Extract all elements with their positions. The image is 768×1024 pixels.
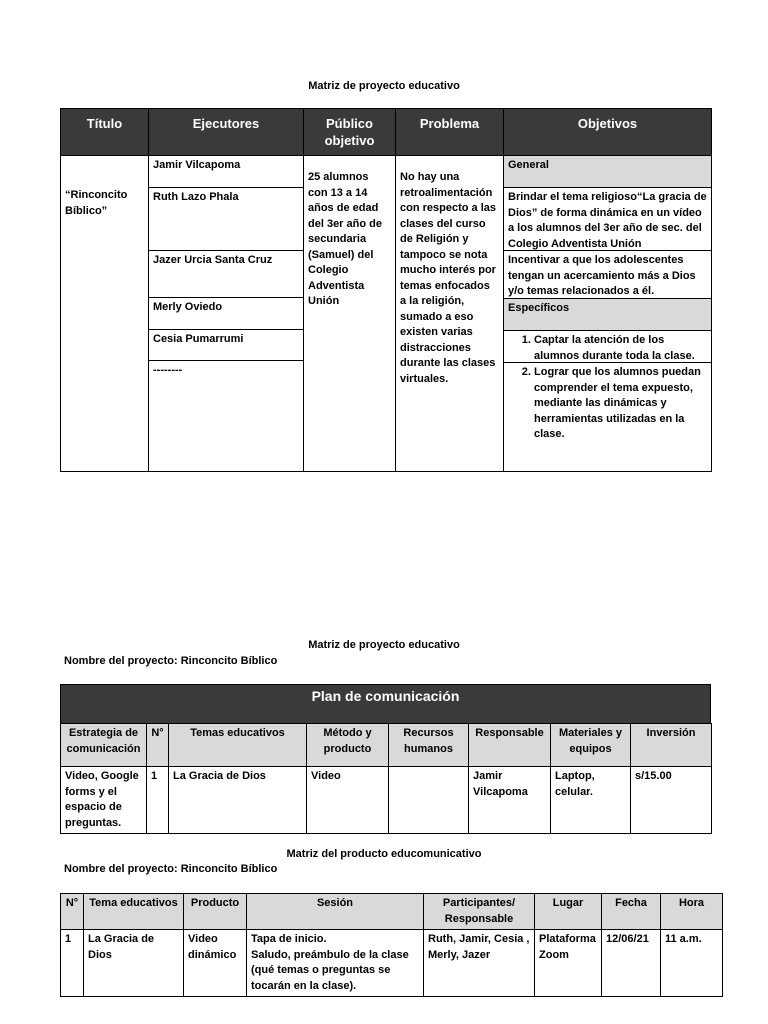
header-titulo: Título [61, 109, 149, 156]
ejecutores-cell [149, 156, 304, 472]
plan-header: Estrategia de comunicación [61, 724, 147, 767]
product-header: Producto [184, 894, 247, 930]
product-cell: 11 a.m. [661, 930, 723, 997]
plan-header: Responsable [469, 724, 551, 767]
header-ejecutores: Ejecutores [149, 109, 304, 156]
titulo-cell: “Rinconcito Bíblico” [61, 156, 149, 472]
product-cell: Ruth, Jamir, Cesia , Merly, Jazer [424, 930, 535, 997]
project-matrix-table [60, 108, 712, 472]
especifico-1 [504, 331, 711, 363]
table-row [61, 930, 723, 997]
product-header: Hora [661, 894, 723, 930]
especifico-item: 2. Lograr que los alumnos puedan comprender el tema expuesto, mediante las dinámicas y herramientas utilizadas en la clase. [534, 365, 707, 443]
product-header: Fecha [602, 894, 661, 930]
plan-cell: s/15.00 [631, 767, 712, 834]
header-objetivos: Objetivos [504, 109, 712, 156]
doc1-title: Matriz de proyecto educativo [308, 80, 460, 92]
product-header: Tema educativos [84, 894, 184, 930]
product-cell: 12/06/21 [602, 930, 661, 997]
plan-table [60, 723, 712, 834]
ejecutor-item: Merly Oviedo [149, 298, 303, 330]
plan-cell: Video [307, 767, 389, 834]
table-row [61, 767, 712, 834]
ejecutor-item: Ruth Lazo Phala [149, 188, 303, 251]
product-header: N° [61, 894, 84, 930]
product-header: Participantes/ Responsable [424, 894, 535, 930]
plan-cell: 1 [147, 767, 169, 834]
ejecutor-item: Cesia Pumarrumi [149, 330, 303, 361]
especifico-item: 1. Captar la atención de los alumnos durante toda la clase. [534, 333, 707, 364]
plan-title-bar [60, 684, 711, 724]
plan-header: Método y producto [307, 724, 389, 767]
general-objective-2: Incentivar a que los adolescentes tengan un acercamiento más a Dios y/o temas relacionados a él. [504, 251, 711, 299]
plan-cell: La Gracia de Dios [169, 767, 307, 834]
plan-header: N° [147, 724, 169, 767]
publico-cell: 25 alumnos con 13 a 14 años de edad del 3er año de secundaria (Samuel) del Colegio Adventista Unión [304, 156, 396, 472]
plan-header: Inversión [631, 724, 712, 767]
plan-header: Temas educativos [169, 724, 307, 767]
plan-cell: Jamir Vilcapoma [469, 767, 551, 834]
doc3-project-name: Nombre del proyecto: Rinconcito Bíblico [64, 863, 278, 875]
doc2-project-name: Nombre del proyecto: Rinconcito Bíblico [64, 655, 278, 667]
ejecutor-item: -------- [153, 364, 183, 376]
plan-cell: Video, Google forms y el espacio de preguntas. [61, 767, 147, 834]
doc2-title: Matriz de proyecto educativo [308, 639, 460, 651]
product-header: Lugar [535, 894, 602, 930]
header-problema: Problema [396, 109, 504, 156]
product-table [60, 893, 723, 997]
product-cell: 1 [61, 930, 84, 997]
especifico-2 [504, 363, 711, 445]
general-label: General [504, 156, 711, 188]
plan-header: Recursos humanos [389, 724, 469, 767]
plan-title: Plan de comunicación [311, 688, 460, 704]
ejecutor-item: Jazer Urcia Santa Cruz [149, 251, 303, 298]
problema-cell: No hay una retroalimentación con respecto a las clases del curso de Religión y tampoco se nota mucho interés por temas enfocados a la religión, sumado a eso existen varias distracciones durante las clases virtuales. [396, 156, 504, 472]
product-cell: Plataforma Zoom [535, 930, 602, 997]
header-publico: Público objetivo [304, 109, 396, 156]
product-cell: Tapa de inicio. Saludo, preámbulo de la clase (qué temas o preguntas se tocarán en la clase). [247, 930, 424, 997]
especificos-label: Específicos [504, 299, 711, 331]
ejecutor-item: Jamir Vilcapoma [149, 156, 303, 188]
product-cell: La Gracia de Dios [84, 930, 184, 997]
product-header: Sesión [247, 894, 424, 930]
plan-cell [389, 767, 469, 834]
product-cell: Video dinámico [184, 930, 247, 997]
doc3-title: Matriz del producto educomunicativo [286, 848, 482, 860]
plan-header: Materiales y equipos [551, 724, 631, 767]
objetivos-cell [504, 156, 712, 472]
plan-cell: Laptop, celular. [551, 767, 631, 834]
general-objective-1: Brindar el tema religioso“La gracia de Dios” de forma dinámica en un vídeo a los alumnos del 3er año de sec. del Colegio Adventista Unión [504, 188, 711, 251]
